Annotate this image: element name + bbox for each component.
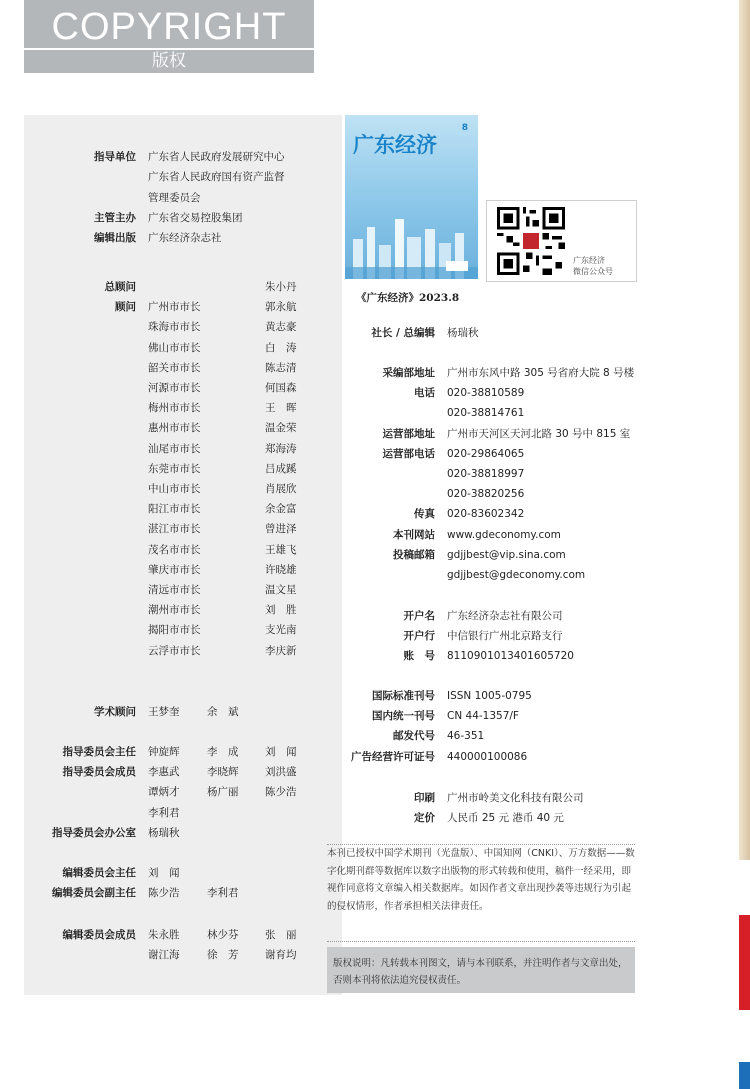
member-name: 林少芬	[207, 929, 239, 941]
field-value: 管理委员会	[148, 191, 201, 204]
advisor-name: 郭永航	[265, 301, 297, 314]
edge-stripe-blue	[739, 1062, 750, 1089]
info-value: 广州市东风中路 305 号省府大院 8 号楼	[447, 367, 635, 379]
info-label: 传真	[414, 508, 435, 521]
field-label: 指导单位	[94, 151, 136, 163]
advisor-name: 王 晖	[265, 402, 297, 415]
field-label: 编辑委员会副主任	[52, 887, 136, 899]
advisor-title: 韶关市市长	[148, 361, 201, 374]
member-name: 谢育均	[265, 949, 297, 962]
info-value: ISSN 1005-0795	[447, 690, 532, 702]
info-label: 账 号	[403, 650, 435, 663]
info-value: 中信银行广州北京路支行	[447, 630, 563, 643]
info-value: 440000100086	[447, 750, 528, 763]
member-name: 杨瑞秋	[148, 827, 180, 839]
info-label: 电话	[414, 387, 435, 400]
advisor-name: 温文星	[265, 584, 297, 596]
info-value: 020-38818997	[447, 468, 525, 480]
advisor-title: 惠州市市长	[148, 422, 201, 435]
info-value: 020-38820256	[447, 488, 525, 501]
field-label: 编辑出版	[94, 232, 136, 245]
wechat-qr-card	[486, 200, 637, 282]
info-label: 开户名	[403, 610, 435, 622]
info-label: 定价	[414, 812, 435, 825]
qr-caption-line: 广东经济	[573, 256, 605, 265]
member-name: 谭炳才	[148, 786, 180, 799]
info-label: 邮发代号	[393, 730, 435, 743]
member-name: 杨广丽	[207, 786, 239, 799]
advisor-name: 吕成蹊	[265, 462, 297, 475]
header-title: COPYRIGHT	[51, 6, 287, 48]
qr-caption	[573, 255, 613, 277]
info-label: 社长 / 总编辑	[371, 327, 435, 339]
advisor-title: 湛江市市长	[148, 523, 201, 536]
qr-caption-line: 微信公众号	[573, 267, 613, 276]
advisor-name: 刘 胜	[265, 604, 297, 617]
field-label: 指导委员会办公室	[52, 827, 136, 839]
advisor-title: 珠海市市长	[148, 321, 201, 334]
advisor-title: 阳江市市长	[148, 503, 201, 516]
info-value: 广州市岭美文化科技有限公司	[447, 792, 584, 804]
advisor-name: 余金富	[265, 503, 297, 516]
field-label: 总顾问	[104, 281, 136, 293]
field-value: 广东经济杂志社	[148, 232, 222, 245]
info-label: 运营部地址	[382, 427, 435, 440]
advisor-name: 李庆新	[265, 644, 297, 657]
header-subtitle: 版权	[152, 51, 186, 71]
qr-code-icon	[497, 207, 565, 275]
copyright-header	[24, 0, 314, 73]
advisor-name: 曾进泽	[265, 523, 297, 536]
info-value: 020-83602342	[447, 508, 525, 521]
field-label: 主管主办	[94, 211, 136, 224]
info-label: 国内统一刊号	[372, 710, 435, 723]
member-name: 陈少浩	[148, 887, 180, 899]
advisor-title: 汕尾市市长	[148, 442, 201, 455]
member-name: 李晓辉	[207, 766, 239, 778]
field-label: 编辑委员会成员	[62, 929, 136, 941]
advisor-name: 朱小丹	[265, 281, 297, 293]
info-value: 020-38810589	[447, 387, 525, 400]
database-license-notice: 本刊已授权中国学术期刊（光盘版）、中国知网（CNKI）、万方数据——数字化期刊群等数据库以数字出版物的形式转载和使用，稿件一经采用，即视作同意将文章编入相关数据库。如因作者文章出现抄袭等违规行为引起的侵权情形，作者承担相关法律责任。	[327, 848, 635, 912]
advisor-name: 温金荣	[265, 422, 297, 435]
info-value: gdjjbest@gdeconomy.com	[447, 569, 586, 581]
info-label: 开户行	[403, 630, 435, 643]
member-name: 刘 闻	[148, 867, 180, 879]
field-label: 顾问	[115, 301, 136, 314]
info-label: 运营部电话	[382, 447, 435, 460]
info-value: 020-29864065	[447, 447, 525, 460]
cover-title: 广东经济	[353, 133, 437, 157]
advisor-name: 郑海涛	[265, 442, 297, 455]
advisor-name: 肖展欣	[265, 483, 297, 495]
field-value: 广东省人民政府国有资产监督	[148, 171, 285, 184]
advisor-name: 黄志豪	[265, 321, 297, 334]
copyright-notice-box	[327, 947, 635, 993]
member-name: 李惠武	[148, 766, 180, 778]
field-label: 学术顾问	[94, 706, 136, 718]
info-value: www.gdeconomy.com	[447, 528, 561, 541]
advisor-title: 云浮市市长	[148, 644, 201, 657]
advisor-title: 佛山市市长	[148, 341, 201, 354]
field-label: 编辑委员会主任	[62, 867, 136, 879]
info-value: 广东经济杂志社有限公司	[447, 610, 563, 622]
field-value: 广东省人民政府发展研究中心	[148, 151, 285, 163]
info-value: gdjjbest@vip.sina.com	[447, 548, 566, 561]
magazine-cover	[345, 115, 478, 279]
info-label: 采编部地址	[382, 367, 435, 379]
member-name: 李 成	[207, 746, 239, 758]
issue-caption: 《广东经济》2023.8	[356, 292, 460, 304]
edge-stripe-tan	[739, 0, 750, 860]
advisor-title: 肇庆市市长	[148, 563, 201, 576]
advisor-name: 何国森	[265, 382, 297, 394]
info-label: 投稿邮箱	[393, 548, 435, 561]
advisor-title: 茂名市市长	[148, 543, 201, 556]
advisor-title: 河源市市长	[148, 382, 201, 394]
advisor-title: 潮州市市长	[148, 604, 201, 617]
info-label: 国际标准刊号	[372, 690, 435, 702]
info-value: 46-351	[447, 730, 485, 743]
info-label: 广告经营许可证号	[351, 750, 435, 763]
copyright-notice: 版权说明：凡转载本刊图文，请与本刊联系，并注明作者与文章出处，否则本刊将依法追究侵权责任。	[333, 958, 628, 986]
member-name: 王梦奎	[148, 706, 180, 718]
notice-divider-bottom	[327, 941, 635, 942]
member-name: 钟旋辉	[148, 746, 180, 758]
member-name: 刘洪盛	[265, 766, 297, 778]
advisor-title: 中山市市长	[148, 483, 201, 495]
member-name: 余 斌	[207, 706, 239, 718]
advisor-title: 东莞市市长	[148, 462, 201, 475]
info-value: CN 44-1357/F	[447, 710, 519, 723]
advisor-name: 许晓雄	[265, 563, 297, 576]
advisor-title: 梅州市市长	[148, 402, 201, 415]
info-label: 本刊网站	[393, 528, 435, 541]
member-name: 徐 芳	[207, 949, 239, 962]
advisor-title: 广州市市长	[148, 301, 201, 314]
advisor-name: 王雄飞	[265, 543, 297, 556]
member-name: 谢江海	[148, 949, 180, 962]
field-label: 指导委员会成员	[62, 766, 136, 778]
info-value: 8110901013401605720	[447, 650, 574, 663]
member-name: 朱永胜	[148, 929, 180, 941]
advisor-name: 白 涛	[265, 341, 297, 354]
member-name: 陈少浩	[265, 786, 297, 799]
advisor-name: 陈志清	[265, 361, 297, 374]
member-name: 张 丽	[265, 929, 297, 941]
cover-barcode	[446, 261, 468, 271]
info-label: 印刷	[414, 792, 435, 804]
member-name: 李利君	[148, 806, 180, 819]
cover-issue-number: 8	[461, 123, 468, 133]
field-label: 指导委员会主任	[62, 746, 136, 758]
member-name: 李利君	[207, 887, 239, 899]
info-value: 020-38814761	[447, 407, 525, 420]
info-value: 杨瑞秋	[447, 327, 479, 339]
field-value: 广东省交易控股集团	[148, 211, 243, 224]
advisor-name: 支光南	[265, 624, 297, 637]
member-name: 刘 闻	[265, 746, 297, 758]
advisor-title: 揭阳市市长	[148, 624, 201, 637]
info-value: 人民币 25 元 港币 40 元	[447, 812, 564, 825]
advisor-title: 清远市市长	[148, 584, 201, 596]
info-value: 广州市天河区天河北路 30 号中 815 室	[447, 427, 631, 440]
edge-stripe-red	[739, 915, 750, 1010]
